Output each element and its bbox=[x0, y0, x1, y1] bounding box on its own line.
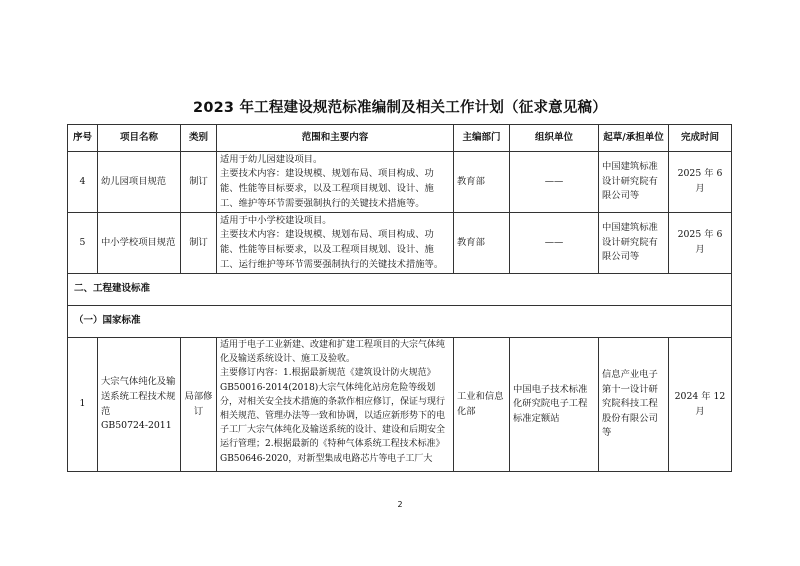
table-row bbox=[68, 152, 732, 213]
cell-name: 幼儿园项目规范 bbox=[98, 152, 181, 213]
section-row bbox=[68, 274, 732, 306]
table-header-row bbox=[68, 125, 732, 152]
cell-org: —— bbox=[510, 213, 599, 274]
col-header-type: 类别 bbox=[181, 125, 217, 152]
cell-content: 适用于幼儿园建设项目。 主要技术内容：建设规模、规划布局、项目构成、功能、性能等目标要求，以及工程项目规划、设计、施工、维护等环节需要强制执行的关键技术措施等。 bbox=[217, 152, 454, 213]
cell-org: 中国电子技术标准化研究院电子工程标准定额站 bbox=[510, 338, 599, 472]
plan-table bbox=[67, 124, 732, 472]
cell-org: —— bbox=[510, 152, 599, 213]
col-header-no: 序号 bbox=[68, 125, 98, 152]
cell-dept: 教育部 bbox=[454, 213, 510, 274]
cell-time: 2024 年 12 月 bbox=[669, 338, 732, 472]
document-title: 2023 年工程建设规范标准编制及相关工作计划（征求意见稿） bbox=[193, 100, 607, 116]
col-header-org: 组织单位 bbox=[510, 125, 599, 152]
cell-type: 制订 bbox=[181, 213, 217, 274]
cell-no: 1 bbox=[68, 338, 98, 472]
col-header-content: 范围和主要内容 bbox=[217, 125, 454, 152]
col-header-drafter: 起草/承担单位 bbox=[599, 125, 669, 152]
cell-name: 大宗气体纯化及输送系统工程技术规范 GB50724-2011 bbox=[98, 338, 181, 472]
col-header-dept: 主编部门 bbox=[454, 125, 510, 152]
col-header-time: 完成时间 bbox=[669, 125, 732, 152]
table-row bbox=[68, 338, 732, 472]
page-number: 2 bbox=[397, 500, 403, 509]
cell-drafter: 中国建筑标准设计研究院有限公司等 bbox=[599, 213, 669, 274]
subsection-row bbox=[68, 306, 732, 338]
subsection-heading: （一）国家标准 bbox=[68, 306, 732, 338]
cell-dept: 工业和信息化部 bbox=[454, 338, 510, 472]
cell-time: 2025 年 6 月 bbox=[669, 152, 732, 213]
col-header-name: 项目名称 bbox=[98, 125, 181, 152]
cell-time: 2025 年 6 月 bbox=[669, 213, 732, 274]
cell-no: 5 bbox=[68, 213, 98, 274]
cell-content: 适用于中小学校建设项目。 主要技术内容：建设规模、规划布局、项目构成、功能、性能等目标要求，以及工程项目规划、设计、施工、运行维护等环节需要强制执行的关键技术措施等。 bbox=[217, 213, 454, 274]
cell-type: 制订 bbox=[181, 152, 217, 213]
cell-dept: 教育部 bbox=[454, 152, 510, 213]
cell-name: 中小学校项目规范 bbox=[98, 213, 181, 274]
cell-drafter: 信息产业电子第十一设计研究院科技工程股份有限公司等 bbox=[599, 338, 669, 472]
section-heading: 二、工程建设标准 bbox=[68, 274, 732, 306]
cell-type: 局部修订 bbox=[181, 338, 217, 472]
cell-no: 4 bbox=[68, 152, 98, 213]
cell-drafter: 中国建筑标准设计研究院有限公司等 bbox=[599, 152, 669, 213]
cell-content: 适用于电子工业新建、改建和扩建工程项目的大宗气体纯化及输送系统设计、施工及验收。 主要修订内容：1.根据最新规范《建筑设计防火规范》GB50016-2014(2018)大宗气体纯化站房危险等级划分，对相关安全技术措施的条款作相应修订，保证与现行相关规范、管理办法等一致和协调，以适应新形势下的电子工厂大宗气体纯化及输送系统的设计、建设和后期安全运行管理；2.根据最新的《特种气体系统工程技术标准》GB50646-2020，对新型集成电路芯片等电子工厂大 bbox=[217, 338, 454, 472]
table-row bbox=[68, 213, 732, 274]
